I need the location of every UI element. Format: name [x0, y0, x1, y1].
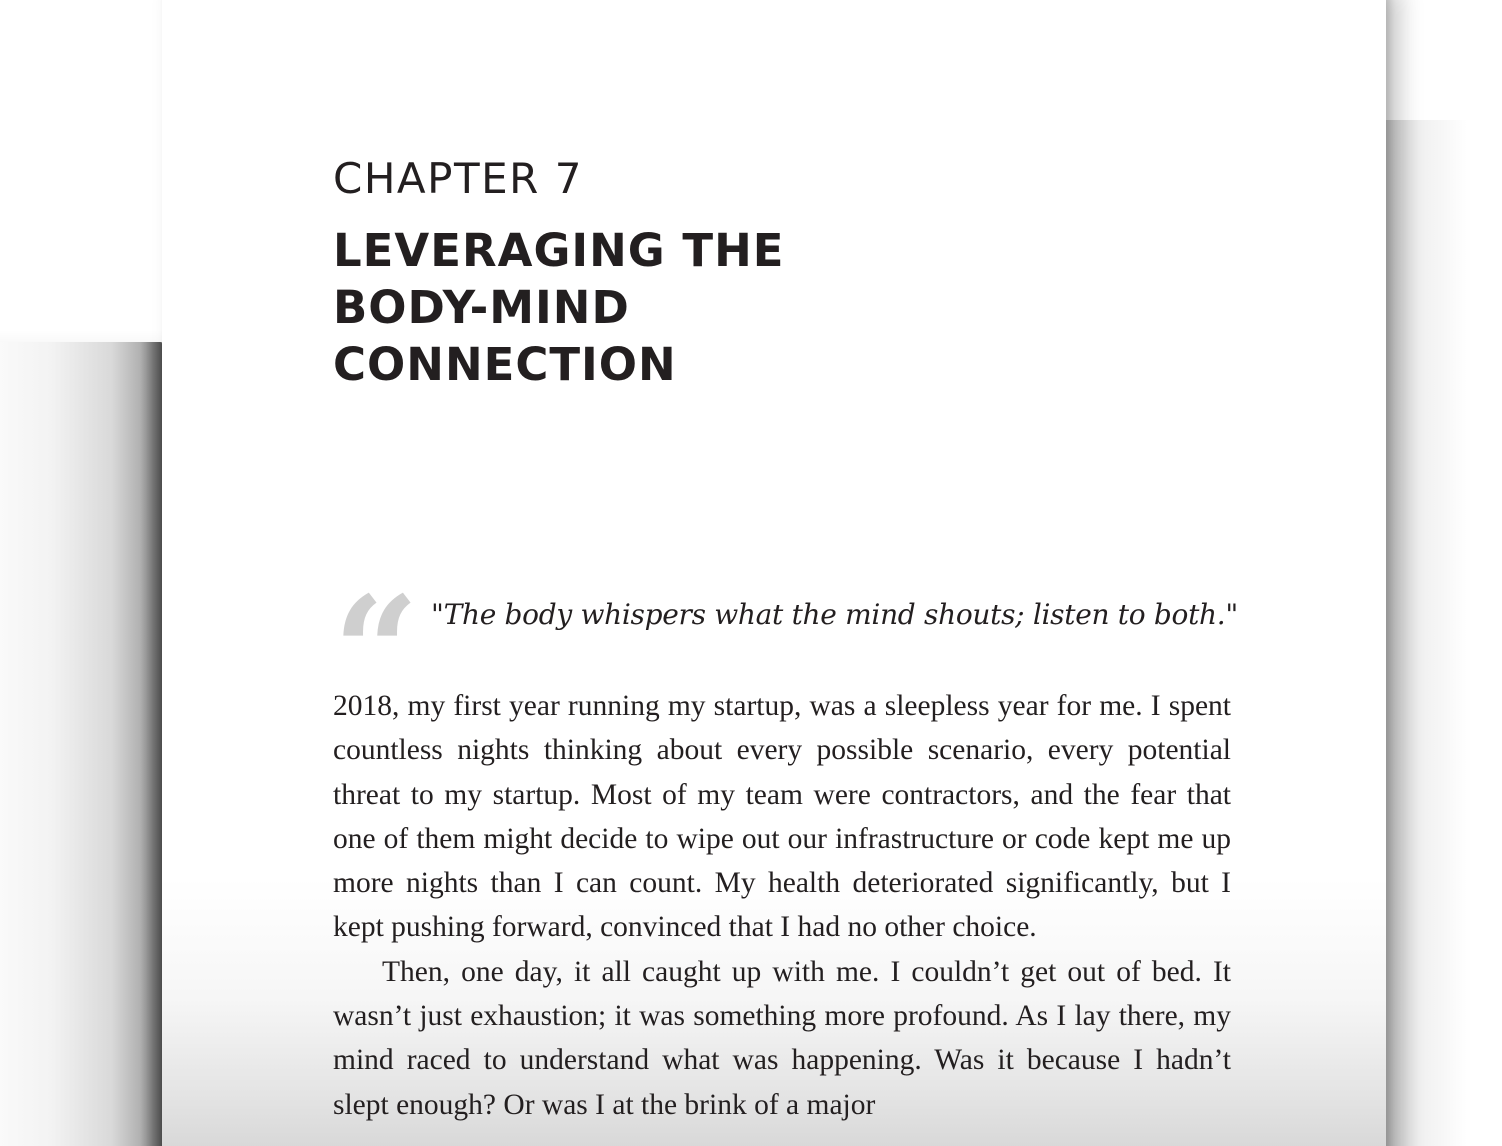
- epigraph-quote: "The body whispers what the mind shouts; listen to both.": [431, 598, 1238, 631]
- page-edge-shadow: [140, 342, 162, 1146]
- chapter-title: LEVERAGING THE BODY-MIND CONNECTION: [333, 224, 785, 391]
- body-text: [333, 684, 1231, 1127]
- page-right-shadow: [1386, 120, 1502, 1146]
- quote-mark-icon: “: [333, 564, 420, 740]
- back-page: [0, 342, 162, 1146]
- chapter-label: CHAPTER 7: [333, 154, 583, 203]
- body-paragraph: 2018, my first year running my startup, was a sleepless year for me. I spent countless nights thinking about every possible scenario, every potential threat to my startup. Most of my team were contractors, and the fear that one of them might decide to wipe out our infrastructure or code kept me up more nights than I can count. My health deteriorated significantly, but I kept pushing forward, convinced that I had no other choice.: [333, 690, 1231, 944]
- body-paragraph: Then, one day, it all caught up with me. I couldn’t get out of bed. It wasn’t just exhaustion; it was something more profound. As I lay there, my mind raced to understand what was happening. Was it because I hadn’t slept enough? Or was I at the brink of a major: [333, 955, 1231, 1121]
